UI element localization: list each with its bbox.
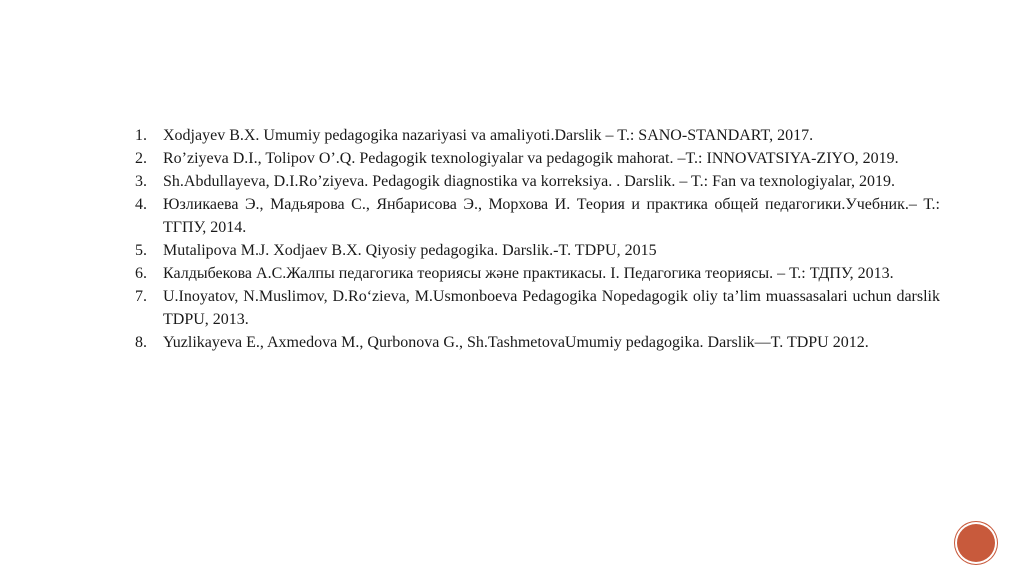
reference-text: Юзликаева Э., Мадьярова С., Янбарисова Э., Морхова И. Теория и практика общей педагогики.Учебник.– Т.: ТГПУ, 2014.	[163, 196, 940, 236]
reference-number: 1.	[135, 127, 147, 144]
reference-number: 7.	[135, 288, 147, 305]
reference-text: Yuzlikayeva E., Axmedova M., Qurbonova G., Sh.TashmetovaUmumiy pedagogika. Darslik—T. TDPU 2012.	[163, 334, 869, 351]
reference-item	[122, 124, 940, 147]
reference-number: 8.	[135, 334, 147, 351]
reference-item	[122, 147, 940, 170]
reference-item	[122, 170, 940, 193]
reference-number: 6.	[135, 265, 147, 282]
reference-item	[122, 262, 940, 285]
reference-text: Калдыбекова А.С.Жалпы педагогика теориясы және практикасы. I. Педагогика теориясы. – Т.: ТДПУ, 2013.	[163, 265, 894, 282]
reference-number: 5.	[135, 242, 147, 259]
reference-text: U.Inoyatov, N.Muslimov, D.Ro‘zieva, M.Usmonboeva Pedagogika Nopedagogik oliy ta’lim muassasalari uchun darslik TDPU, 2013.	[163, 288, 940, 328]
reference-number: 3.	[135, 173, 147, 190]
reference-item	[122, 331, 940, 354]
reference-item	[122, 285, 940, 331]
reference-text: Sh.Abdullayeva, D.I.Ro’ziyeva. Pedagogik diagnostika va korreksiya. . Darslik. – T.: Fan va texnologiyalar, 2019.	[163, 173, 895, 190]
reference-text: Mutalipova M.J. Xodjaev B.X. Qiyosiy pedagogika. Darslik.-T. TDPU, 2015	[163, 242, 657, 259]
reference-number: 2.	[135, 150, 147, 167]
reference-list	[122, 124, 940, 354]
reference-item	[122, 239, 940, 262]
reference-text: Xodjayev B.X. Umumiy pedagogika nazariyasi va amaliyoti.Darslik – T.: SANO-STANDART, 2017.	[163, 127, 814, 144]
reference-number: 4.	[135, 196, 147, 213]
reference-item	[122, 193, 940, 239]
reference-text: Ro’ziyeva D.I., Tolipov O’.Q. Pedagogik texnologiyalar va pedagogik mahorat. –T.: INNOVATSIYA-ZIYO, 2019.	[163, 150, 899, 167]
decorative-circle-icon	[957, 524, 995, 562]
